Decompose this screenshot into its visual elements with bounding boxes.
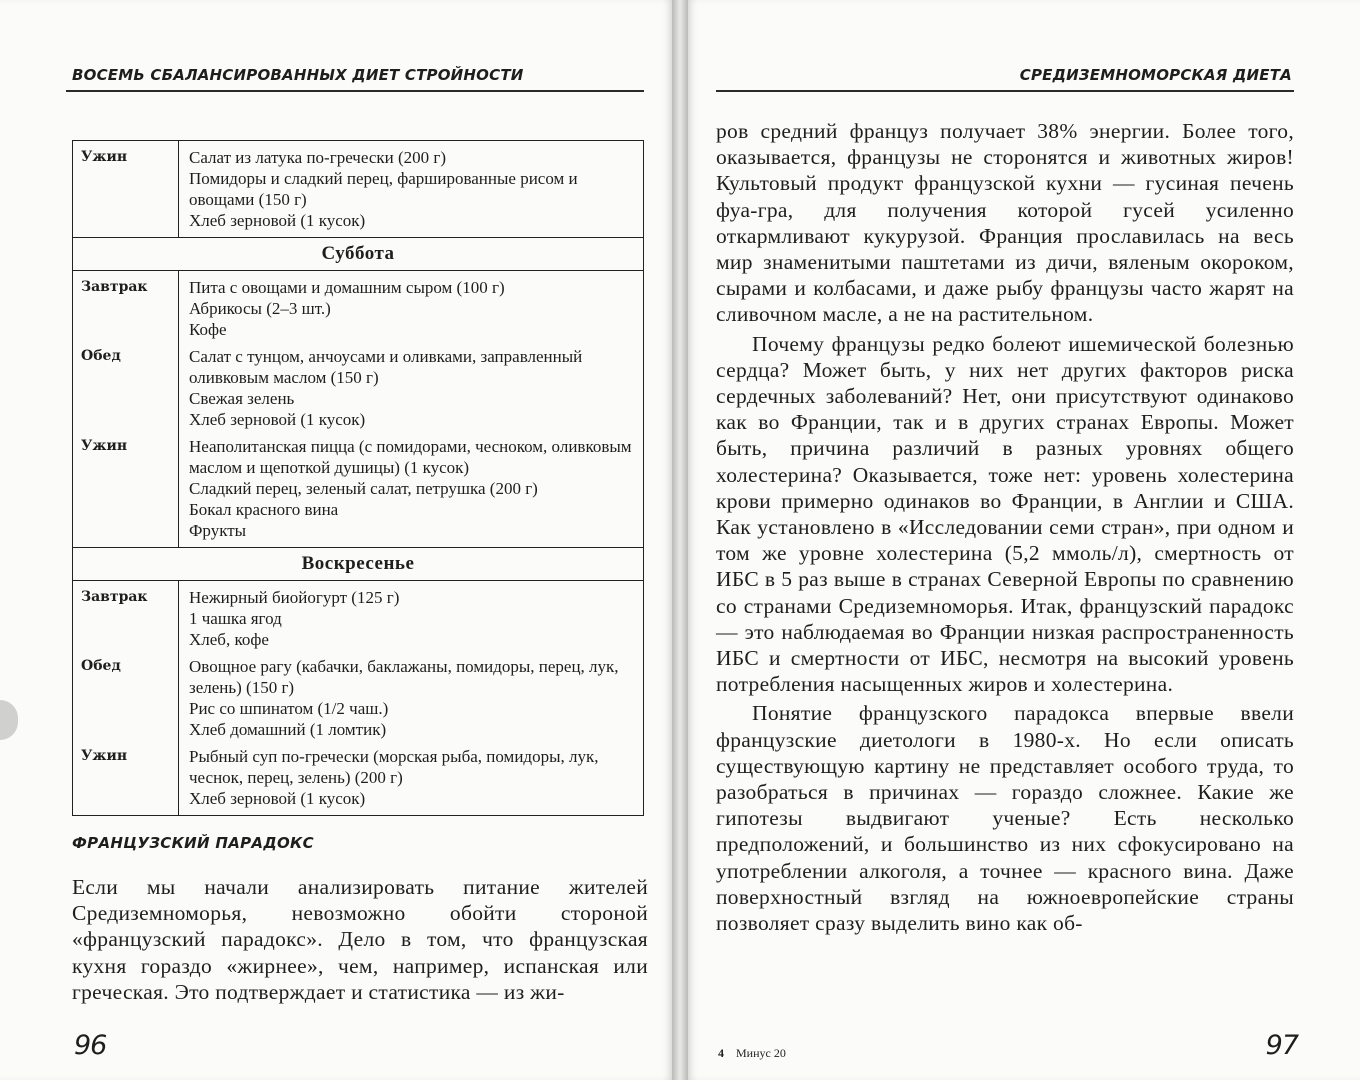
meal-label: Ужин xyxy=(73,141,179,238)
right-page xyxy=(688,0,1360,1080)
menu-item: Сладкий перец, зеленый салат, петрушка (200 г) xyxy=(189,479,538,498)
book-gutter xyxy=(672,0,688,1080)
menu-item: Хлеб, кофе xyxy=(189,630,269,649)
menu-item: Свежая зелень xyxy=(189,389,295,408)
menu-item: Помидоры и сладкий перец, фаршированные рисом и овощами (150 г) xyxy=(189,169,578,209)
meal-row-lunch xyxy=(73,651,644,741)
signature-title: Минус 20 xyxy=(736,1046,786,1060)
left-page xyxy=(0,0,672,1080)
menu-item: Неаполитанская пицца (с помидорами, чесноком, оливковым маслом и щепоткой душицы) (1 кусок) xyxy=(189,437,632,477)
menu-item: Пита с овощами и домашним сыром (100 г) xyxy=(189,278,505,297)
menu-item: Бокал красного вина xyxy=(189,500,339,519)
running-head-right: СРЕДИЗЕМНОМОРСКАЯ ДИЕТА xyxy=(1019,66,1292,84)
menu-item: Салат из латука по-гречески (200 г) xyxy=(189,148,447,167)
menu-item: Хлеб зерновой (1 кусок) xyxy=(189,789,366,808)
menu-item: Нежирный биойогурт (125 г) xyxy=(189,588,400,607)
meal-row-dinner xyxy=(73,741,644,816)
menu-item: Рис со шпинатом (1/2 чаш.) xyxy=(189,699,389,718)
day-row-saturday xyxy=(73,238,644,271)
page-number-left: 96 xyxy=(74,1030,107,1061)
day-row-sunday xyxy=(73,548,644,581)
day-heading: Воскресенье xyxy=(73,548,644,581)
running-head-left: ВОСЕМЬ СБАЛАНСИРОВАННЫХ ДИЕТ СТРОЙНОСТИ xyxy=(72,66,524,84)
meal-items xyxy=(179,581,644,652)
meal-row-dinner xyxy=(73,431,644,548)
meal-label: Ужин xyxy=(73,741,179,816)
meal-items xyxy=(179,431,644,548)
meal-items xyxy=(179,141,644,238)
meal-label: Завтрак xyxy=(73,581,179,652)
meal-label: Обед xyxy=(73,651,179,741)
meal-items xyxy=(179,651,644,741)
meal-label: Ужин xyxy=(73,431,179,548)
meal-items xyxy=(179,741,644,816)
menu-item: Рыбный суп по-гречески (морская рыба, помидоры, лук, чеснок, перец, зелень) (200 г) xyxy=(189,747,599,787)
menu-item: Салат с тунцом, анчоусами и оливками, заправленный оливковым маслом (150 г) xyxy=(189,347,583,387)
menu-item: Кофе xyxy=(189,320,227,339)
paragraph: Если мы начали анализировать питание жителей Средиземноморья, невозможно обойти стороной «французский парадокс». Дело в том, что французская кухня гораздо «жирнее», чем, например, испанская или греческая. Это подтверждает и статистика — из жи- xyxy=(72,875,648,1004)
signature-number: 4 xyxy=(718,1046,724,1060)
meal-row-breakfast xyxy=(73,581,644,652)
menu-item: Хлеб домашний (1 ломтик) xyxy=(189,720,387,739)
paragraph: Почему французы редко болеют ишемической болезнью сердца? Может быть, у них нет других факторов риска сердечных заболеваний? Нет, они присутствуют одинаково как во Франции, так и в других странах Европы. Может быть, причина различий в разных уровнях общего холестерина? Оказывается, тоже нет: уровень холестерина крови примерно одинаков во Франции, в Англии и США. Как установлено в «Исследовании семи стран», при одном и том же уровне холестерина (5,2 ммоль/л), смертность от ИБС в 5 раз выше в странах Северной Европы по сравнению со странами Средиземноморья. Итак, французский парадокс — это наблюдаемая во Франции низкая распространенность ИБС и смертности от ИБС, несмотря на высокий уровень потребления насыщенных жиров и холестерина. xyxy=(716,331,1294,697)
menu-item: Овощное рагу (кабачки, баклажаны, помидоры, перец, лук, зелень) (150 г) xyxy=(189,657,619,697)
menu-item: 1 чашка ягод xyxy=(189,609,282,628)
paragraph: ров средний француз получает 38% энергии. Более того, оказывается, французы не сторонятся и животных жиров! Культовый продукт французской кухни — гусиная печень фуа-гра, для получения которой гусей усиленно откармливают кукурузой. Франция прославилась на весь мир знаменитыми паштетами из дичи, вяленым окороком, сырами и колбасами, и даже рыбу французы часто жарят на сливочном масле, а не на растительном. xyxy=(716,119,1294,327)
meal-row-breakfast xyxy=(73,271,644,342)
header-rule-left xyxy=(66,90,644,92)
meal-items xyxy=(179,271,644,342)
binding-hole xyxy=(0,700,18,740)
meal-items xyxy=(179,341,644,431)
menu-item: Хлеб зерновой (1 кусок) xyxy=(189,410,366,429)
day-heading: Суббота xyxy=(73,238,644,271)
meal-row-lunch xyxy=(73,341,644,431)
paragraph: Понятие французского парадокса впервые ввели французские диетологи в 1980-х. Но если описать существующую картину не представляет особого труда, то разобраться в причинах — гораздо сложнее. Какие же гипотезы выдвигают ученые? Есть несколько предположений, и большинство из них сфокусировано на употреблении алкоголя, а точнее — красного вина. Даже поверхностный взгляд на южноевропейские страны позволяет сразу выделить вино как об- xyxy=(716,701,1294,936)
meal-label: Обед xyxy=(73,341,179,431)
menu-item: Фрукты xyxy=(189,521,247,540)
body-text-right xyxy=(716,118,1294,936)
menu-item: Абрикосы (2–3 шт.) xyxy=(189,299,331,318)
header-rule-right xyxy=(716,90,1294,92)
menu-item: Хлеб зерновой (1 кусок) xyxy=(189,211,366,230)
page-number-right: 97 xyxy=(1265,1030,1298,1061)
printer-signature xyxy=(718,1046,786,1061)
body-text-left xyxy=(72,874,648,1005)
meal-label: Завтрак xyxy=(73,271,179,342)
menu-table xyxy=(72,140,644,816)
meal-row-dinner xyxy=(73,141,644,238)
section-title: ФРАНЦУЗСКИЙ ПАРАДОКС xyxy=(72,834,314,852)
